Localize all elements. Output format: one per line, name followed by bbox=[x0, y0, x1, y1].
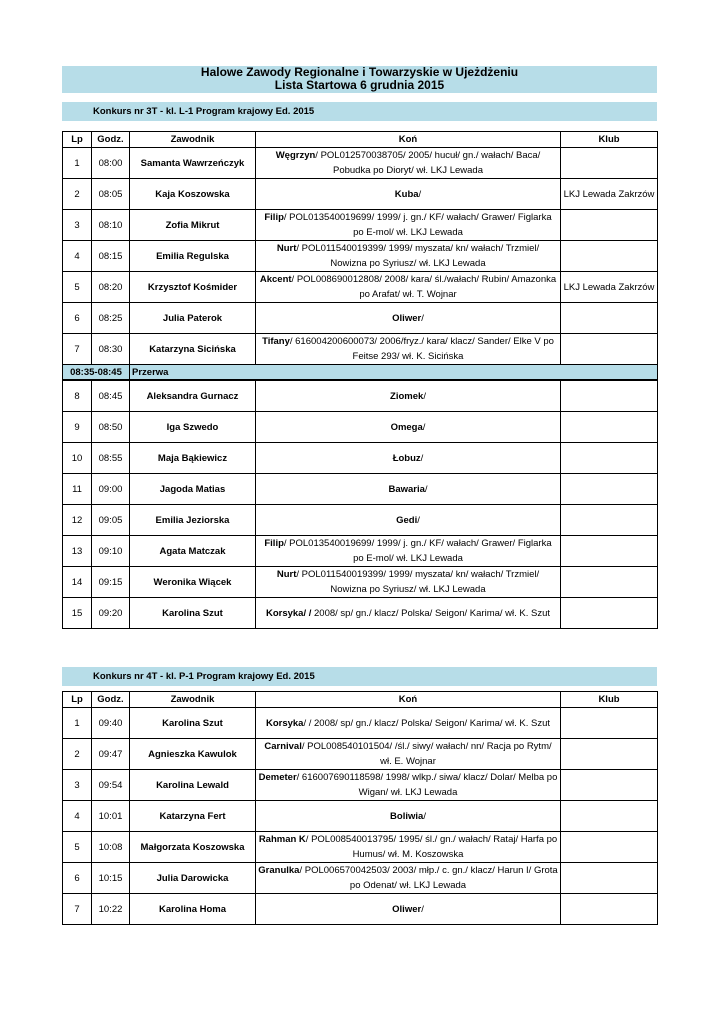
break-row bbox=[63, 365, 658, 381]
table-row bbox=[63, 272, 658, 303]
horse-name: Bawaria bbox=[388, 483, 425, 495]
horse-name: Granulka bbox=[258, 865, 300, 876]
lp-cell: 2 bbox=[63, 739, 92, 770]
horse-details: / POL011540019399/ 1999/ myszata/ kn/ wałach/ Trzmiel/ Nowizna po Syriusz/ wł. LKJ Lewada bbox=[296, 569, 540, 595]
club-cell bbox=[561, 801, 658, 832]
lp-cell: 1 bbox=[63, 148, 92, 179]
horse-name: Nurt bbox=[276, 569, 297, 580]
horse-cell bbox=[256, 708, 561, 739]
col-zawodnik: Zawodnik bbox=[130, 132, 256, 148]
horse-cell bbox=[256, 334, 561, 365]
horse-cell bbox=[256, 536, 561, 567]
time-cell: 08:30 bbox=[92, 334, 130, 365]
col-lp: Lp bbox=[63, 692, 92, 708]
horse-details: / bbox=[417, 514, 420, 526]
horse-cell bbox=[256, 801, 561, 832]
table-body-2 bbox=[63, 708, 658, 925]
club-cell bbox=[561, 708, 658, 739]
horse-cell bbox=[256, 179, 561, 210]
horse-cell bbox=[256, 474, 561, 505]
horse-name: Oliwer bbox=[392, 903, 422, 915]
time-cell: 08:10 bbox=[92, 210, 130, 241]
horse-details: / bbox=[424, 483, 428, 495]
horse-cell bbox=[256, 210, 561, 241]
club-cell bbox=[561, 412, 658, 443]
time-cell: 09:05 bbox=[92, 505, 130, 536]
page-title: Halowe Zawody Regionalne i Towarzyskie w Ujeżdżeniu bbox=[200, 65, 519, 79]
lp-cell: 3 bbox=[63, 210, 92, 241]
horse-details: / POL008690012808/ 2008/ kara/ śl./wałach/ Rubin/ Amazonka po Arafat/ wł. T. Wojnar bbox=[291, 274, 557, 300]
horse-details: / POL013540019699/ 1999/ j. gn./ KF/ wałach/ Grawer/ Figlarka po E-mol/ wł. LKJ Lewada bbox=[283, 538, 552, 564]
table-row bbox=[63, 148, 658, 179]
club-cell bbox=[561, 770, 658, 801]
horse-name: Gedi bbox=[396, 514, 418, 526]
table-row bbox=[63, 474, 658, 505]
rider-cell: Karolina Szut bbox=[130, 598, 256, 629]
rider-cell: Maja Bąkiewicz bbox=[130, 443, 256, 474]
horse-name: Rahman K bbox=[258, 834, 306, 845]
table-row bbox=[63, 598, 658, 629]
time-cell: 08:00 bbox=[92, 148, 130, 179]
club-cell bbox=[561, 567, 658, 598]
horse-details: / bbox=[421, 903, 424, 915]
horse-name: Omega bbox=[390, 421, 423, 433]
horse-details: / POL013540019699/ 1999/ j. gn./ KF/ wałach/ Grawer/ Figlarka po E-mol/ wł. LKJ Lewada bbox=[283, 212, 552, 238]
horse-details: / / 2008/ sp/ gn./ klacz/ Polska/ Seigon/ Karima/ wł. K. Szut bbox=[303, 717, 551, 729]
club-cell bbox=[561, 474, 658, 505]
col-kon: Koń bbox=[256, 132, 561, 148]
table-row bbox=[63, 505, 658, 536]
lp-cell: 5 bbox=[63, 832, 92, 863]
club-cell bbox=[561, 303, 658, 334]
table-header-row bbox=[63, 132, 658, 148]
horse-cell bbox=[256, 770, 561, 801]
lp-cell: 8 bbox=[63, 380, 92, 412]
horse-name: Filip bbox=[264, 212, 284, 223]
break-time: 08:35-08:45 bbox=[63, 365, 130, 381]
horse-details: / POL008540013795/ 1995/ śl./ gn./ wałach/ Rataj/ Harfa po Humus/ wł. M. Koszowska bbox=[305, 834, 558, 860]
horse-name: Węgrzyn bbox=[275, 150, 316, 161]
horse-name: Carnival bbox=[264, 741, 302, 752]
page-subtitle: Lista Startowa 6 grudnia 2015 bbox=[274, 78, 445, 92]
konkurs-1-header: Konkurs nr 3T - kl. L-1 Program krajowy Ed. 2015 bbox=[62, 102, 657, 121]
club-cell bbox=[561, 443, 658, 474]
club-cell bbox=[561, 832, 658, 863]
horse-name: Ziomek bbox=[390, 390, 424, 402]
rider-cell: Iga Szwedo bbox=[130, 412, 256, 443]
lp-cell: 3 bbox=[63, 770, 92, 801]
club-cell: LKJ Lewada Zakrzów bbox=[561, 179, 658, 210]
horse-details: / bbox=[422, 421, 426, 433]
lp-cell: 13 bbox=[63, 536, 92, 567]
lp-cell: 7 bbox=[63, 334, 92, 365]
horse-details: / bbox=[423, 390, 426, 402]
time-cell: 08:25 bbox=[92, 303, 130, 334]
rider-cell: Karolina Lewald bbox=[130, 770, 256, 801]
lp-cell: 12 bbox=[63, 505, 92, 536]
table-row bbox=[63, 708, 658, 739]
table-row bbox=[63, 241, 658, 272]
table-row bbox=[63, 412, 658, 443]
table-row bbox=[63, 443, 658, 474]
col-godz: Godz. bbox=[92, 692, 130, 708]
table-row bbox=[63, 380, 658, 412]
col-godz: Godz. bbox=[92, 132, 130, 148]
time-cell: 09:54 bbox=[92, 770, 130, 801]
lp-cell: 7 bbox=[63, 894, 92, 925]
lp-cell: 2 bbox=[63, 179, 92, 210]
club-cell bbox=[561, 380, 658, 412]
rider-cell: Agata Matczak bbox=[130, 536, 256, 567]
time-cell: 08:15 bbox=[92, 241, 130, 272]
horse-name: Filip bbox=[264, 538, 284, 549]
table-row bbox=[63, 179, 658, 210]
horse-cell bbox=[256, 739, 561, 770]
lp-cell: 15 bbox=[63, 598, 92, 629]
lp-cell: 9 bbox=[63, 412, 92, 443]
time-cell: 08:55 bbox=[92, 443, 130, 474]
col-klub: Klub bbox=[561, 692, 658, 708]
lp-cell: 1 bbox=[63, 708, 92, 739]
horse-details: / 616004200600073/ 2006/fryz./ kara/ klacz/ Sander/ Elke V po Feitse 293/ wł. K. Sicińska bbox=[289, 336, 554, 362]
horse-details: / bbox=[418, 188, 422, 200]
time-cell: 08:20 bbox=[92, 272, 130, 303]
club-cell bbox=[561, 739, 658, 770]
horse-cell bbox=[256, 598, 561, 629]
club-cell: LKJ Lewada Zakrzów bbox=[561, 272, 658, 303]
lp-cell: 4 bbox=[63, 801, 92, 832]
time-cell: 10:22 bbox=[92, 894, 130, 925]
time-cell: 10:08 bbox=[92, 832, 130, 863]
horse-details: / 616007690118598/ 1998/ wlkp./ siwa/ klacz/ Dolar/ Melba po Wigan/ wł. LKJ Lewada bbox=[296, 772, 558, 798]
table-row bbox=[63, 739, 658, 770]
horse-details: / bbox=[420, 452, 424, 464]
time-cell: 10:01 bbox=[92, 801, 130, 832]
club-cell bbox=[561, 334, 658, 365]
break-label: Przerwa bbox=[130, 365, 658, 381]
time-cell: 10:15 bbox=[92, 863, 130, 894]
horse-name: Kuba bbox=[394, 188, 419, 200]
time-cell: 08:45 bbox=[92, 380, 130, 412]
table-row bbox=[63, 832, 658, 863]
rider-cell: Aleksandra Gurnacz bbox=[130, 380, 256, 412]
horse-cell bbox=[256, 443, 561, 474]
rider-cell: Karolina Szut bbox=[130, 708, 256, 739]
horse-details: / bbox=[423, 810, 426, 822]
rider-cell: Katarzyna Fert bbox=[130, 801, 256, 832]
horse-cell bbox=[256, 863, 561, 894]
club-cell bbox=[561, 241, 658, 272]
club-cell bbox=[561, 148, 658, 179]
time-cell: 09:15 bbox=[92, 567, 130, 598]
lp-cell: 6 bbox=[63, 863, 92, 894]
horse-details: / POL011540019399/ 1999/ myszata/ kn/ wałach/ Trzmiel/ Nowizna po Syriusz/ wł. LKJ Lewada bbox=[296, 243, 540, 269]
table-row bbox=[63, 210, 658, 241]
horse-cell bbox=[256, 832, 561, 863]
club-cell bbox=[561, 536, 658, 567]
title-band bbox=[62, 66, 657, 93]
club-cell bbox=[561, 863, 658, 894]
horse-details: / bbox=[421, 312, 424, 324]
col-kon: Koń bbox=[256, 692, 561, 708]
rider-cell: Agnieszka Kawulok bbox=[130, 739, 256, 770]
horse-cell bbox=[256, 241, 561, 272]
club-cell bbox=[561, 894, 658, 925]
table-row bbox=[63, 303, 658, 334]
horse-name: Korsyka bbox=[265, 717, 304, 729]
horse-cell bbox=[256, 412, 561, 443]
table-body-1a bbox=[63, 148, 658, 365]
horse-cell bbox=[256, 303, 561, 334]
horse-name: Tifany bbox=[262, 336, 290, 347]
rider-cell: Emilia Jeziorska bbox=[130, 505, 256, 536]
horse-name: Boliwia bbox=[390, 810, 424, 822]
horse-cell bbox=[256, 894, 561, 925]
club-cell bbox=[561, 210, 658, 241]
rider-cell: Krzysztof Kośmider bbox=[130, 272, 256, 303]
horse-name: Akcent bbox=[259, 274, 292, 285]
table-row bbox=[63, 334, 658, 365]
startlist-table-1 bbox=[62, 131, 658, 629]
rider-cell: Małgorzata Koszowska bbox=[130, 832, 256, 863]
col-klub: Klub bbox=[561, 132, 658, 148]
club-cell bbox=[561, 505, 658, 536]
time-cell: 08:50 bbox=[92, 412, 130, 443]
horse-cell bbox=[256, 380, 561, 412]
table-row bbox=[63, 894, 658, 925]
time-cell: 09:20 bbox=[92, 598, 130, 629]
table-row bbox=[63, 801, 658, 832]
time-cell: 09:00 bbox=[92, 474, 130, 505]
horse-cell bbox=[256, 567, 561, 598]
table-row bbox=[63, 863, 658, 894]
horse-details: 2008/ sp/ gn./ klacz/ Polska/ Seigon/ Karima/ wł. K. Szut bbox=[311, 607, 551, 619]
horse-cell bbox=[256, 272, 561, 303]
rider-cell: Samanta Wawrzeńczyk bbox=[130, 148, 256, 179]
rider-cell: Emilia Regulska bbox=[130, 241, 256, 272]
startlist-table-2 bbox=[62, 691, 658, 925]
lp-cell: 4 bbox=[63, 241, 92, 272]
horse-name: Nurt bbox=[276, 243, 297, 254]
rider-cell: Karolina Homa bbox=[130, 894, 256, 925]
time-cell: 09:10 bbox=[92, 536, 130, 567]
lp-cell: 5 bbox=[63, 272, 92, 303]
lp-cell: 14 bbox=[63, 567, 92, 598]
horse-details: / POL008540101504/ /śl./ siwy/ wałach/ nn/ Racja po Rytm/ wł. E. Wojnar bbox=[301, 741, 552, 767]
time-cell: 09:40 bbox=[92, 708, 130, 739]
table-row bbox=[63, 536, 658, 567]
rider-cell: Zofia Mikrut bbox=[130, 210, 256, 241]
horse-name: Oliwer bbox=[392, 312, 422, 324]
rider-cell: Julia Darowicka bbox=[130, 863, 256, 894]
col-zawodnik: Zawodnik bbox=[130, 692, 256, 708]
col-lp: Lp bbox=[63, 132, 92, 148]
horse-details: / POL012570038705/ 2005/ hucuł/ gn./ wałach/ Baca/ Pobudka po Dioryt/ wł. LKJ Lewada bbox=[315, 150, 541, 176]
club-cell bbox=[561, 598, 658, 629]
horse-cell bbox=[256, 148, 561, 179]
horse-name: Korsyka/ / bbox=[265, 607, 312, 619]
lp-cell: 6 bbox=[63, 303, 92, 334]
horse-details: / POL006570042503/ 2003/ młp./ c. gn./ klacz/ Harun I/ Grota po Odenat/ wł. LKJ Lewada bbox=[299, 865, 558, 891]
lp-cell: 11 bbox=[63, 474, 92, 505]
time-cell: 08:05 bbox=[92, 179, 130, 210]
rider-cell: Jagoda Matias bbox=[130, 474, 256, 505]
table-row bbox=[63, 770, 658, 801]
horse-name: Łobuz bbox=[392, 452, 421, 464]
rider-cell: Julia Paterok bbox=[130, 303, 256, 334]
time-cell: 09:47 bbox=[92, 739, 130, 770]
table-header-row bbox=[63, 692, 658, 708]
table-row bbox=[63, 567, 658, 598]
horse-cell bbox=[256, 505, 561, 536]
horse-name: Demeter bbox=[258, 772, 297, 783]
rider-cell: Kaja Koszowska bbox=[130, 179, 256, 210]
table-body-1b bbox=[63, 380, 658, 629]
konkurs-2-header: Konkurs nr 4T - kl. P-1 Program krajowy Ed. 2015 bbox=[62, 667, 657, 686]
lp-cell: 10 bbox=[63, 443, 92, 474]
rider-cell: Weronika Wiącek bbox=[130, 567, 256, 598]
rider-cell: Katarzyna Sicińska bbox=[130, 334, 256, 365]
